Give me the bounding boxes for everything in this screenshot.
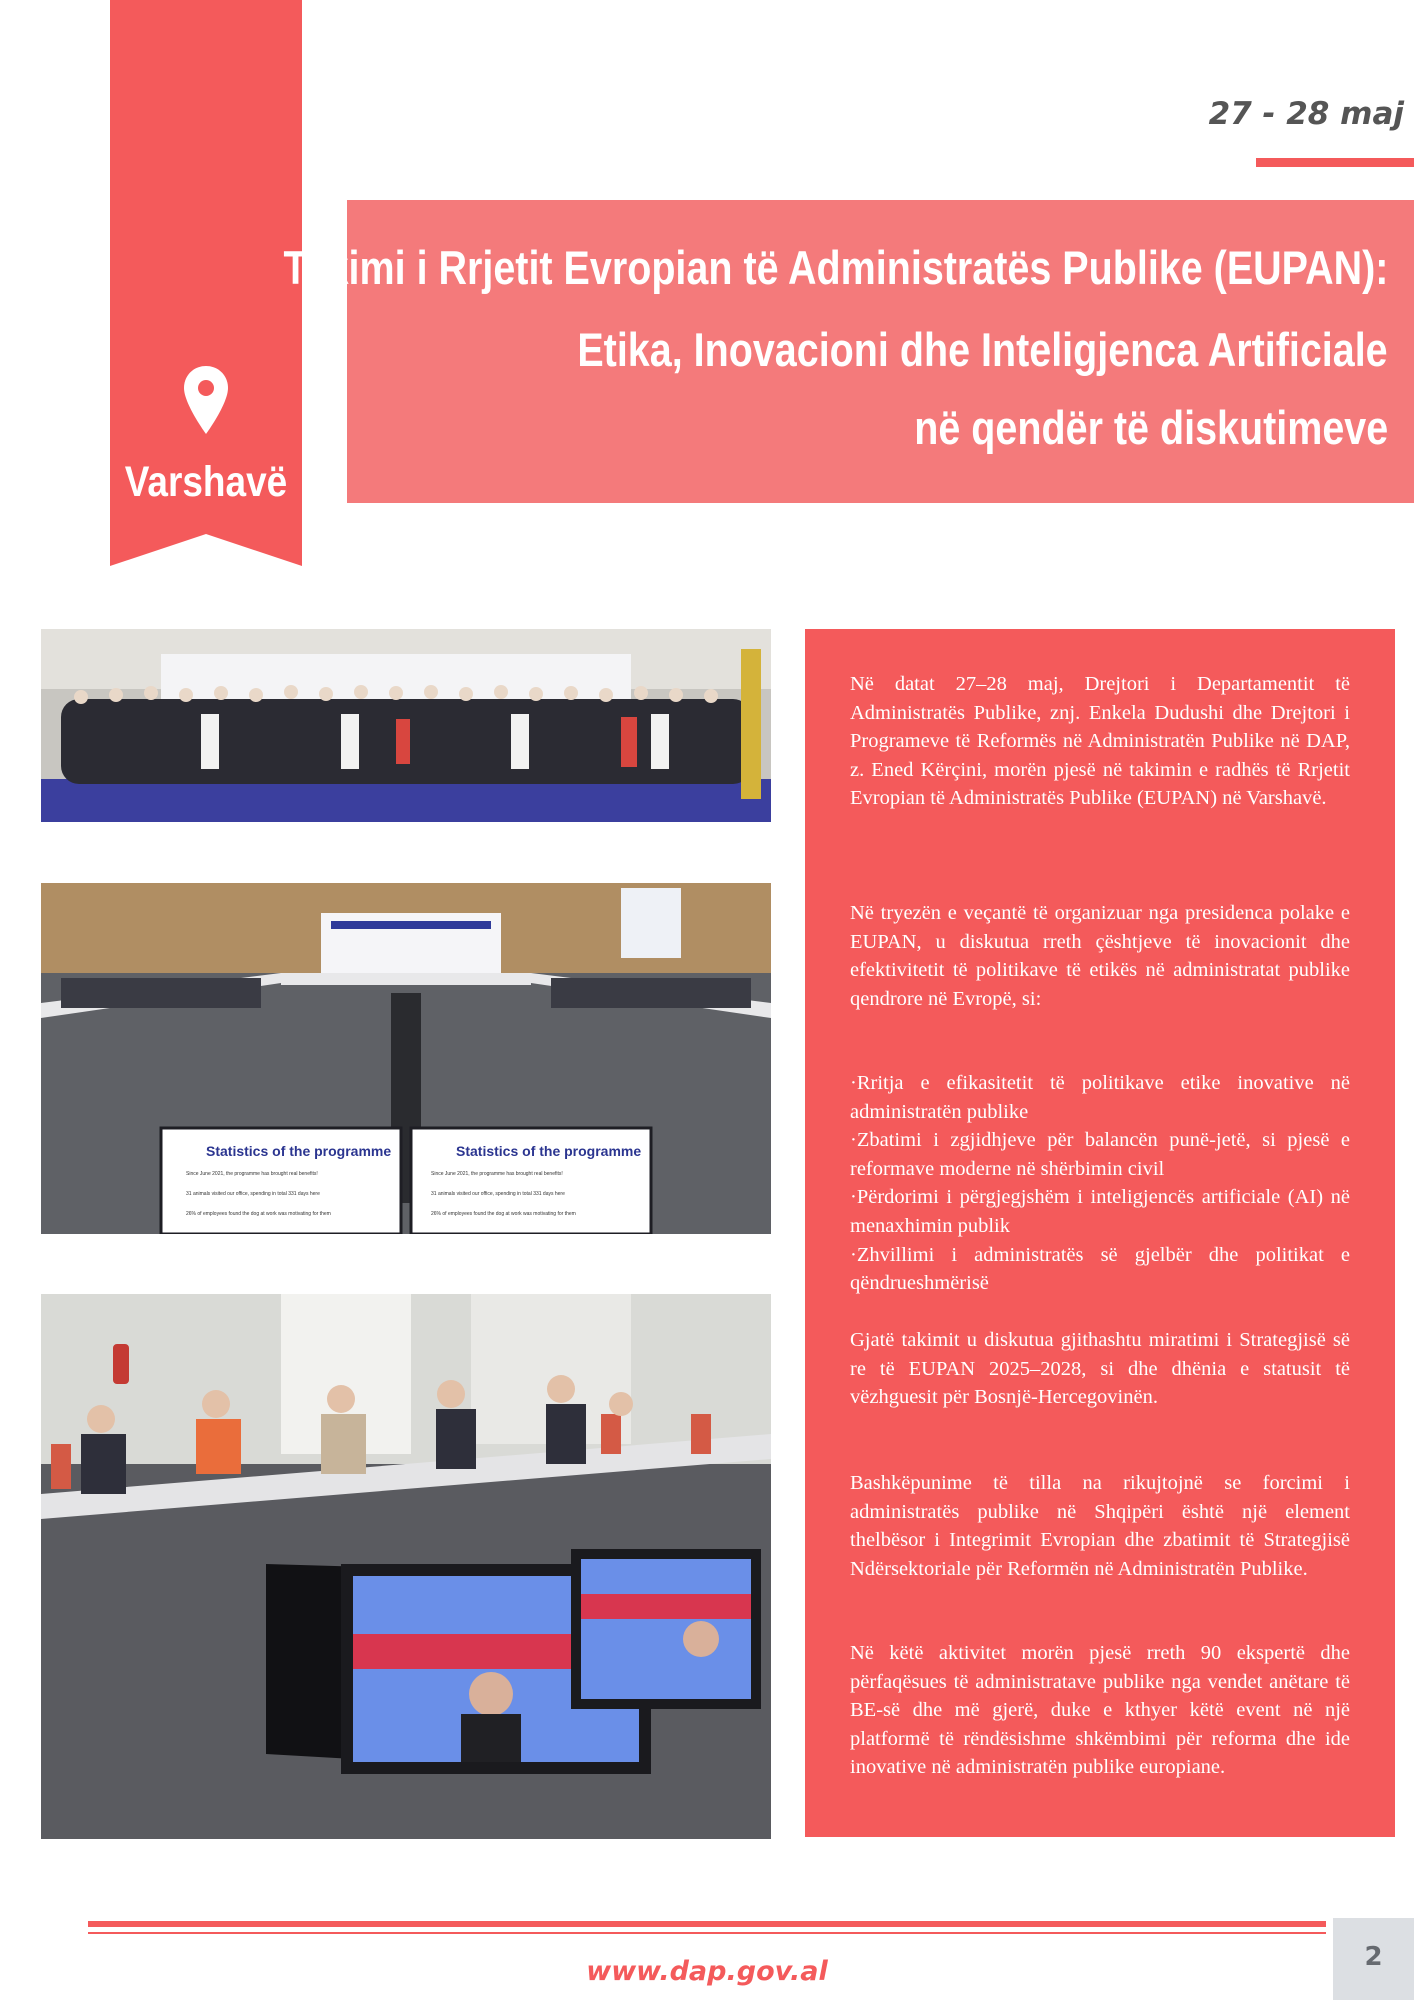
article-text-panel — [805, 629, 1395, 1837]
bullet-item-1: ·Rritja e efikasitetit të politikave etike inovative në administratën publike — [850, 1072, 1350, 1123]
title-banner — [283, 200, 1414, 503]
title-line-1: Takimi i Rrjetit Evropian të Administratës Publike (EUPAN): — [283, 241, 1388, 294]
group-photo — [41, 629, 771, 822]
paragraph-participants: Në këtë aktivitet morën pjesë rreth 90 ekspertë dhe përfaqësues të administratave publike nga vendet anëtare të BE-së dhe më gjerë, duke e kthyer këtë event në një platformë të rëndësishme shkëmbimi për reforma dhe ide inovative në administratën publike europiane. — [850, 1642, 1350, 1779]
title-line-2: Etika, Inovacioni dhe Inteligjenca Artificiale — [577, 323, 1388, 376]
page-number: 2 — [1364, 1942, 1383, 1972]
paragraph-intro: Në datat 27–28 maj, Drejtori i Departamentit të Administratës Publike, znj. Enkela Dudushi dhe Drejtori i Programeve të Reformës në Administratën Publike në DAP, z. Ened Kërçini, morën pjesë në takimin e radhës të Rrjetit Evropian të Administratës Publike (EUPAN) në Varshavë. — [850, 673, 1350, 810]
website-link[interactable]: www.dap.gov.al — [586, 1956, 828, 1987]
paragraph-strategy: Gjatë takimit u diskutua gjithashtu miratimi i Strategjisë së re të EUPAN 2025–2028, si dhe dhënia e statusit të vëzhguesit për Bosnjë-Hercegovinën. — [850, 1329, 1350, 1409]
date-underline — [1256, 158, 1414, 167]
title-line-3: në qendër të diskutimeve — [914, 401, 1388, 454]
footer-rule-thin — [88, 1932, 1326, 1934]
bullet-item-3: ·Përdorimi i përgjegjshëm i inteligjencës artificiale (AI) në menaxhimin publik — [850, 1186, 1350, 1237]
bullet-list — [850, 1069, 1350, 1298]
bullet-item-4: ·Zhvillimi i administratës së gjelbër dhe politikat e qëndrueshmërisë — [850, 1243, 1350, 1295]
paragraph-cooperation: Bashkëpunime të tilla na rikujtojnë se forcimi i administratës publike në Shqipëri është një element thelbësor i Integrimit Evropian dhe zbatimit të Strategjisë Ndërsektoriale për Reformën në Administratën Publike. — [850, 1472, 1350, 1580]
bullet-item-2: ·Zbatimi i zgjidhjeve për balancën punë-jetë, si pjesë e reformave moderne në shërbimin civil — [850, 1129, 1350, 1180]
slide-line-2-right: 31 animals visited our office, spending in total 331 days here — [431, 1191, 565, 1197]
conference-room-photo — [41, 883, 771, 1234]
slide-line-3-right: 26% of employees found the dog at work was motivating for them — [431, 1211, 576, 1217]
slide-title-right: Statistics of the programme — [456, 1143, 642, 1159]
meeting-photo — [41, 1294, 771, 1839]
slide-line-1-left: Since June 2021, the programme has brought real benefits! — [186, 1171, 318, 1177]
paragraph-round-table: Në tryezën e veçantë të organizuar nga presidenca polake e EUPAN, u diskutua rreth çështjeve të inovacionit dhe efektivitetit të politikave të etikës në administratat publike qendrore në Evropë, si: — [850, 902, 1350, 1010]
location-label: Varshavë — [124, 458, 288, 506]
slide-line-2-left: 31 animals visited our office, spending in total 331 days here — [186, 1191, 320, 1197]
footer-rule — [88, 1921, 1326, 1927]
slide-line-1-right: Since June 2021, the programme has brought real benefits! — [431, 1171, 563, 1177]
slide-title-left: Statistics of the programme — [206, 1143, 392, 1159]
event-date: 27 - 28 maj — [1208, 96, 1404, 132]
map-pin-icon — [182, 364, 230, 438]
slide-line-3-left: 26% of employees found the dog at work was motivating for them — [186, 1211, 331, 1217]
